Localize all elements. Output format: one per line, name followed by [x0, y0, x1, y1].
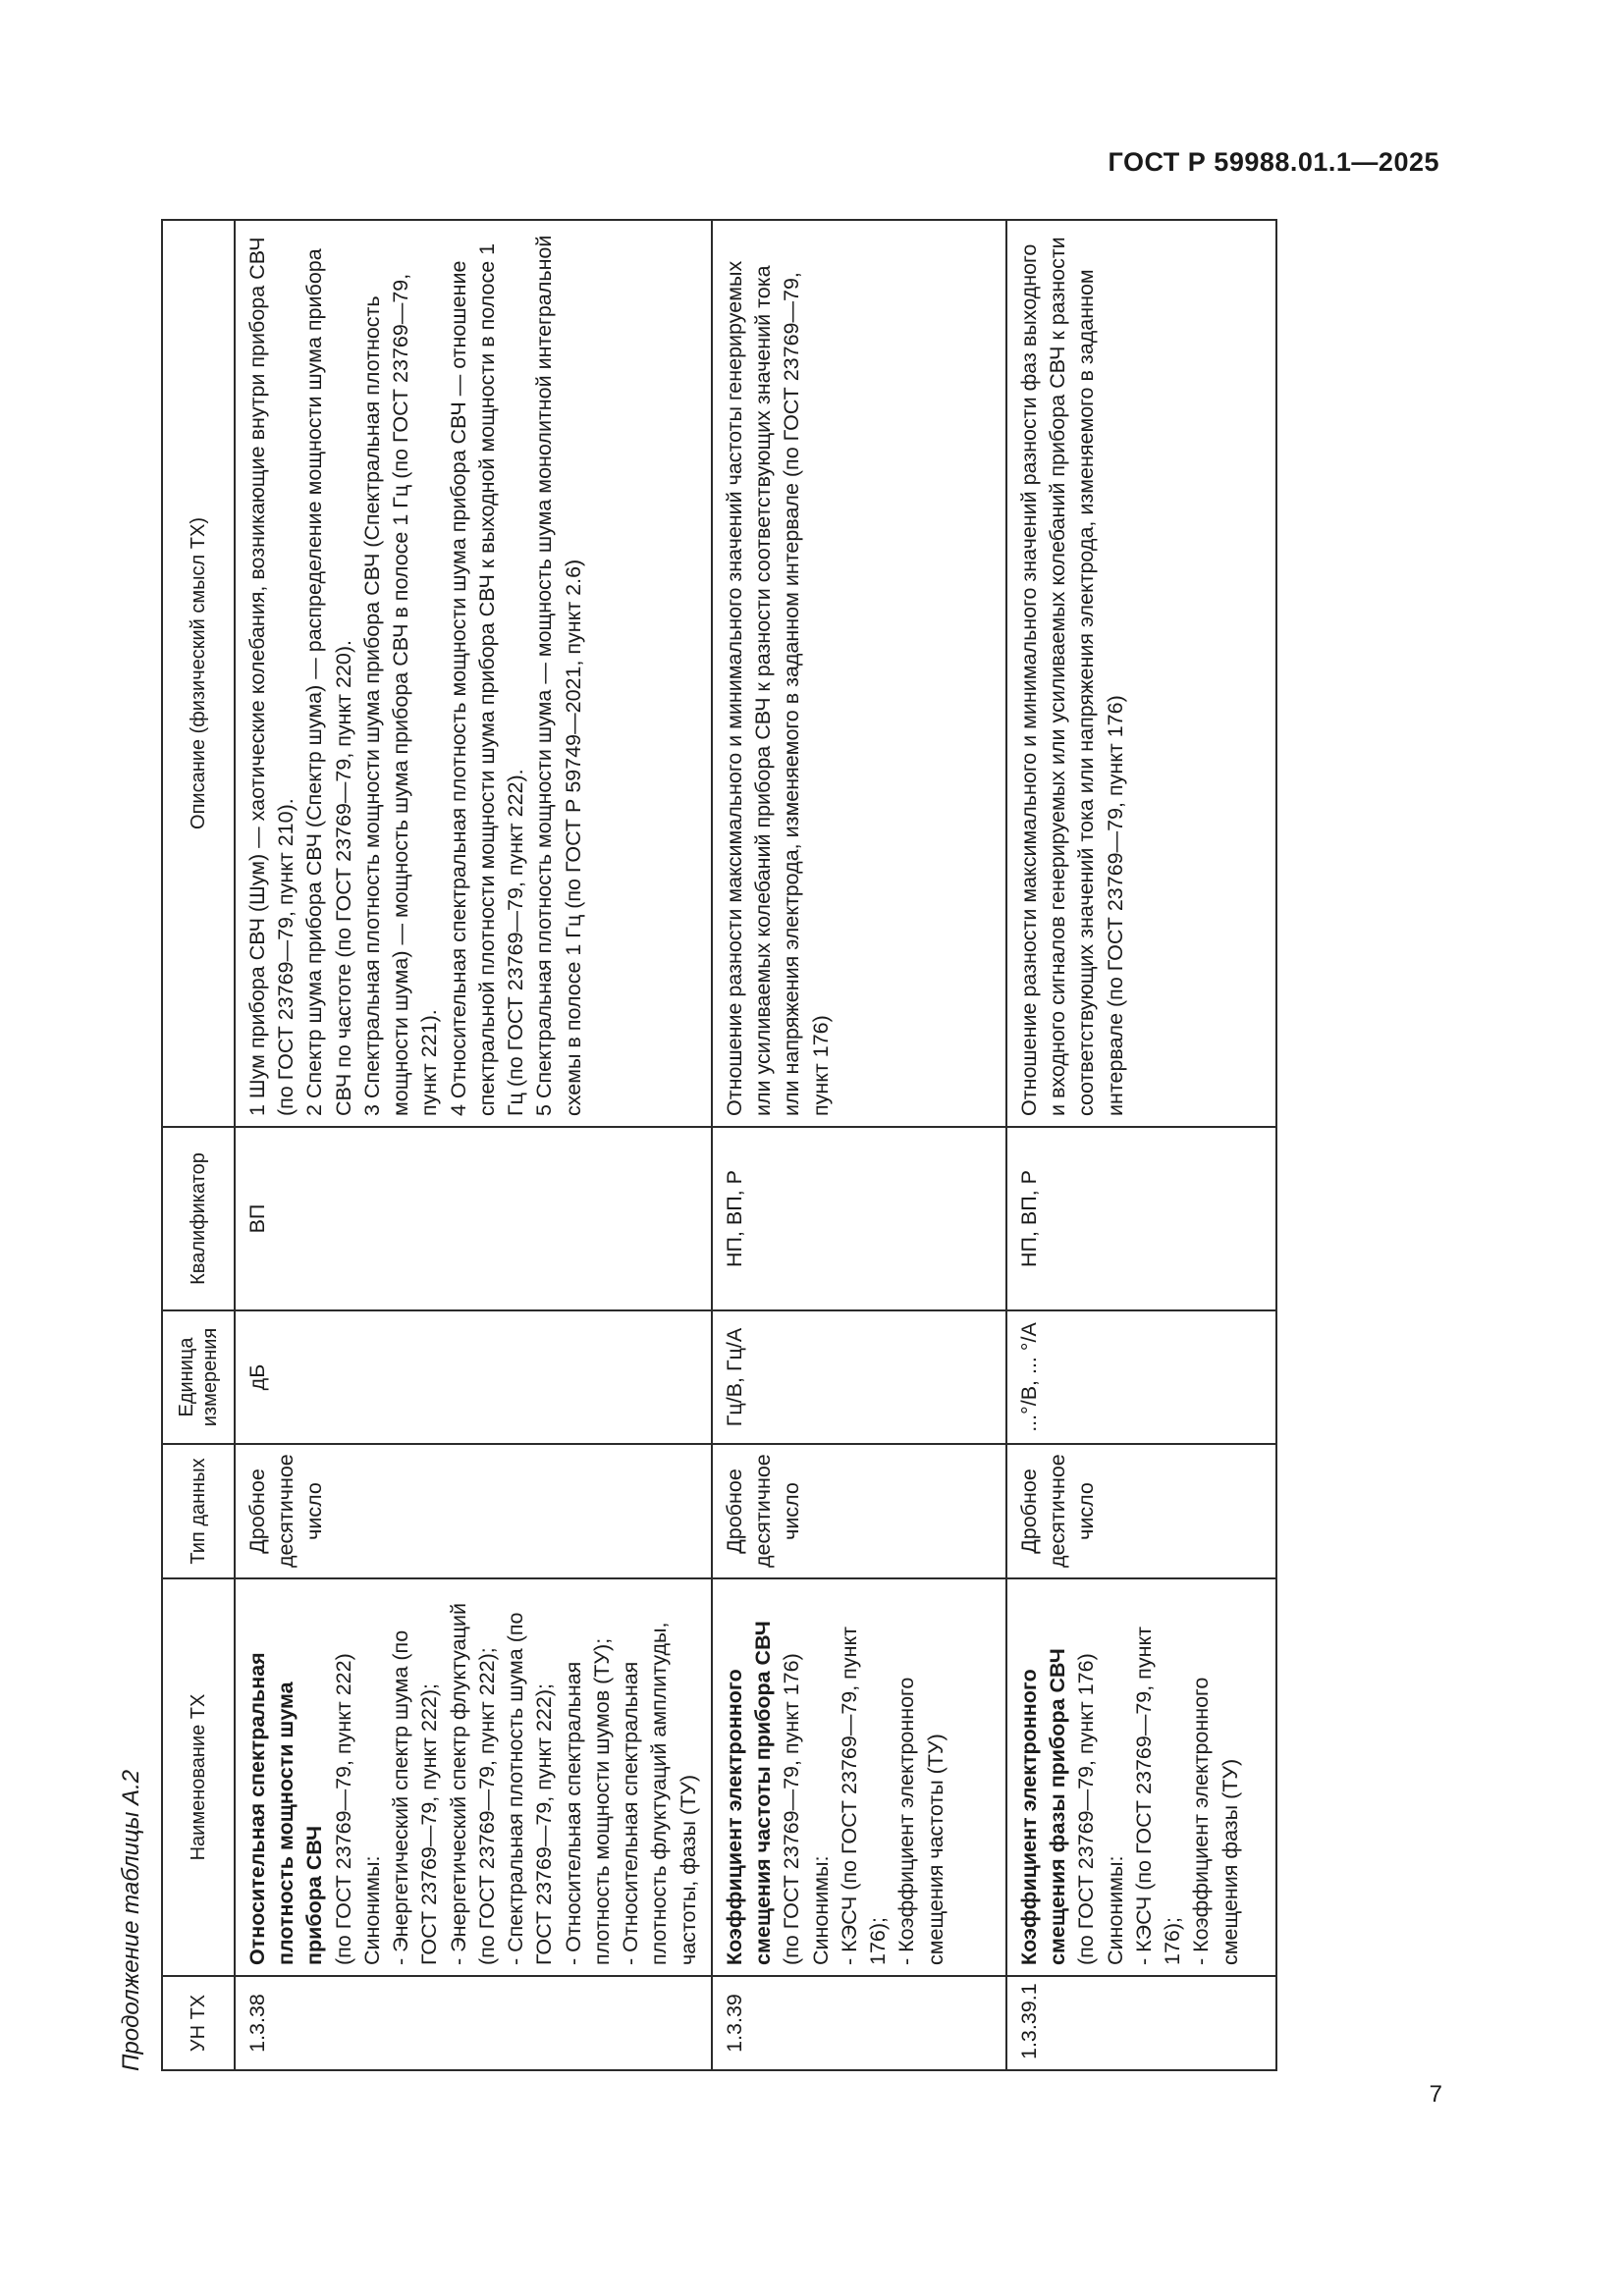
row-name [1006, 1578, 1276, 1976]
row-name-bold: Коэффициент электронного смещения фазы прибора СВЧ [1017, 1648, 1070, 1965]
row-description [235, 220, 712, 1127]
row-description-line: 5 Спектральная плотность мощности шума — мощность шума монолитной интегральной схемы в полосе 1 Гц (по ГОСТ Р 59749—2021, пункт 2.6) [532, 235, 585, 1116]
row-description-line: 4 Относительная спектральная плотность мощности шума прибора СВЧ — отношение спектральной плотности мощности шума прибора СВЧ к выходной мощности в полосе 1 Гц (по ГОСТ 23769—79, пункт 222). [446, 242, 528, 1116]
table-row [712, 220, 1006, 2070]
row-id: 1.3.39.1 [1006, 1976, 1276, 2070]
row-name [712, 1578, 1006, 1976]
row-description [1006, 220, 1276, 1127]
row-name-line: - Коэффициент электронного смещения фазы (ТУ) [1189, 1677, 1242, 1965]
row-description-line: 3 Спектральная плотность мощности шума прибора СВЧ (Спектральная плотность мощности шума) — мощность шума прибора СВЧ в полосе 1 Гц (по ГОСТ 23769—79, пункт 221). [359, 273, 442, 1116]
row-name-line: - КЭСЧ (по ГОСТ 23769—79, пункт 176); [1131, 1627, 1185, 1965]
row-qualifier: НП, ВП, Р [1006, 1127, 1276, 1310]
table-row [1006, 220, 1276, 2070]
row-description-line: Отношение разности максимального и минимального значений частоты генерируемых или усиливаемых колебаний прибора СВЧ к разности соответствующих значений тока или напряжения электрода, изменяемого в заданном интервале (по ГОСТ 23769—79, пункт 176) [723, 260, 833, 1116]
row-name-line: - КЭСЧ (по ГОСТ 23769—79, пункт 176); [837, 1627, 891, 1965]
row-unit: дБ [235, 1310, 712, 1444]
row-type: Дробное десятичное число [712, 1444, 1006, 1578]
row-name-line: Синонимы: [1103, 1855, 1127, 1965]
row-name-line: (по ГОСТ 23769—79, пункт 222) [331, 1653, 355, 1965]
row-qualifier: ВП [235, 1127, 712, 1310]
header-qualifier: Квалификатор [162, 1127, 235, 1310]
row-id: 1.3.38 [235, 1976, 712, 2070]
row-description-line: Отношение разности максимального и минимального значений разности фаз выходного и входного сигналов генерируемых или усиливаемых колебаний прибора СВЧ к разности соответствующих значений тока или напряжения электрода, изменяемого в заданном интервале (по ГОСТ 23769—79, пункт 176) [1017, 237, 1127, 1116]
row-name-line: Синонимы: [808, 1855, 833, 1965]
row-name-line: - Относительная спектральная плотность мощности шумов (ТУ); [561, 1637, 614, 1965]
document-number: ГОСТ Р 59988.01.1—2025 [1108, 147, 1439, 177]
row-description [712, 220, 1006, 1127]
table-header-row [162, 220, 235, 2070]
row-name [235, 1578, 712, 1976]
row-name-line: - Относительная спектральная плотность флуктуаций амплитуды, частоты, фазы (ТУ) [619, 1622, 700, 1965]
row-name-bold: Относительная спектральная плотность мощности шума прибора СВЧ [245, 1652, 327, 1965]
row-unit: ...°/В, ... °/А [1006, 1310, 1276, 1444]
page-number: 7 [1429, 2081, 1442, 2108]
row-name-line: (по ГОСТ 23769—79, пункт 176) [780, 1653, 804, 1965]
row-name-bold: Коэффициент электронного смещения частоты прибора СВЧ [723, 1621, 776, 1965]
row-description-line: 1 Шум прибора СВЧ (Шум) — хаотические колебания, возникающие внутри прибора СВЧ (по ГОСТ 23769—79, пункт 210). [245, 237, 298, 1116]
row-description-line: 2 Спектр шума прибора СВЧ (Спектр шума) — распределение мощности шума прибора СВЧ по частоте (по ГОСТ 23769—79, пункт 220). [302, 248, 355, 1116]
row-name-line: Синонимы: [359, 1855, 384, 1965]
row-name-line: - Спектральная плотность шума (по ГОСТ 23769—79, пункт 222); [504, 1612, 557, 1965]
header-name: Наименование ТХ [162, 1578, 235, 1976]
row-name-line: - Энергетический спектр шума (по ГОСТ 23769—79, пункт 222); [389, 1629, 442, 1965]
row-id: 1.3.39 [712, 1976, 1006, 2070]
row-unit: Гц/В, Гц/А [712, 1310, 1006, 1444]
header-type: Тип данных [162, 1444, 235, 1578]
row-name-line: (по ГОСТ 23769—79, пункт 176) [1074, 1653, 1099, 1965]
row-qualifier: НП, ВП, Р [712, 1127, 1006, 1310]
row-name-line: - Энергетический спектр флуктуаций (по ГОСТ 23769—79, пункт 222); [446, 1603, 499, 1965]
gost-table [161, 219, 1277, 2071]
table-caption: Продолжение таблицы А.2 [118, 1769, 144, 2071]
header-unit: Единица измерения [162, 1310, 235, 1444]
header-description: Описание (физический смысл ТХ) [162, 220, 235, 1127]
row-type: Дробное десятичное число [1006, 1444, 1276, 1578]
header-id: УН ТХ [162, 1976, 235, 2070]
table-row [235, 220, 712, 2070]
row-type: Дробное десятичное число [235, 1444, 712, 1578]
row-name-line: - Коэффициент электронного смещения частоты (ТУ) [894, 1677, 947, 1965]
rotated-page-content [118, 221, 1453, 2071]
